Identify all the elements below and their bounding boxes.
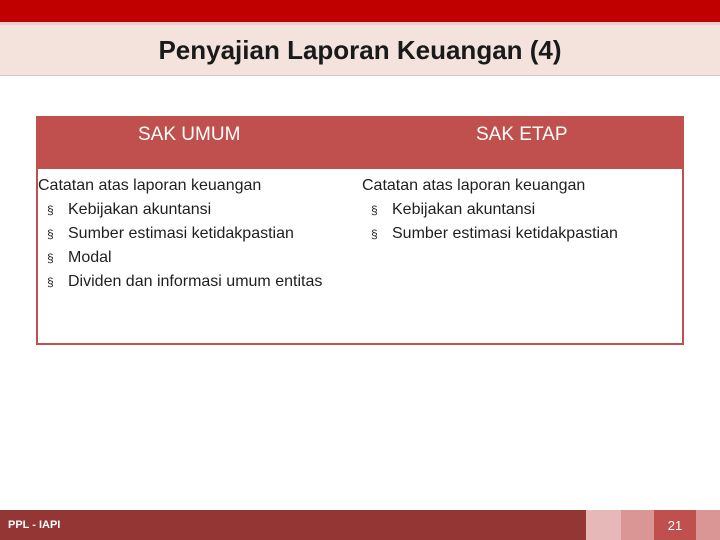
page-number: 21 (667, 518, 683, 533)
bullet-icon: § (47, 275, 54, 289)
list-item: § Kebijakan akuntansi (362, 198, 662, 222)
list-item: § Sumber estimasi ketidakpastian (362, 222, 662, 246)
header-sak-etap: SAK ETAP (476, 124, 568, 145)
list-item: § Dividen dan informasi umum entitas (38, 270, 338, 294)
list-item: § Kebijakan akuntansi (38, 198, 338, 222)
sak-etap-column (362, 174, 662, 246)
top-accent-bar (0, 0, 720, 22)
comparison-table (36, 116, 684, 345)
bullet-icon: § (371, 227, 378, 241)
bullet-icon: § (371, 203, 378, 217)
bullet-icon: § (47, 251, 54, 265)
footer-decor-square (586, 510, 621, 540)
footer-decor-square (696, 510, 720, 540)
list-item: § Modal (38, 246, 338, 270)
table-header-row (38, 118, 682, 169)
sak-umum-column (38, 174, 338, 294)
slide-title: Penyajian Laporan Keuangan (4) (158, 35, 562, 65)
sak-umum-heading: Catatan atas laporan keuangan (38, 177, 262, 194)
footer-label: PPL - IAPI (8, 519, 61, 531)
header-sak-umum: SAK UMUM (138, 124, 241, 145)
footer-bar (0, 510, 720, 540)
bullet-icon: § (47, 203, 54, 217)
sak-umum-list (38, 198, 338, 294)
sak-etap-list (362, 198, 662, 246)
sak-etap-heading: Catatan atas laporan keuangan (362, 177, 586, 194)
list-item: § Sumber estimasi ketidakpastian (38, 222, 338, 246)
bullet-icon: § (47, 227, 54, 241)
footer-decor-square (621, 510, 654, 540)
